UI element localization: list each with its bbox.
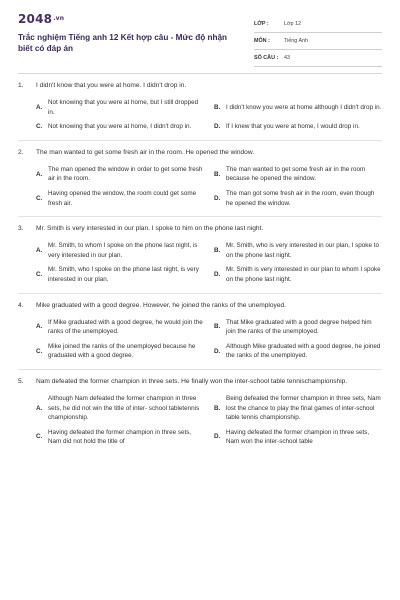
option-letter: A.	[36, 246, 43, 254]
question-separator	[18, 293, 382, 294]
option-letter: C.	[36, 194, 43, 202]
logo-text: 2048	[18, 12, 53, 26]
question-number: 4.	[18, 301, 24, 309]
meta-value: Lớp 12	[284, 21, 302, 27]
option-d[interactable]	[214, 122, 382, 132]
option-c[interactable]	[36, 342, 204, 361]
option-letter: C.	[36, 347, 43, 355]
option-a[interactable]	[36, 318, 204, 337]
option-d[interactable]	[214, 265, 382, 284]
document-title: Trắc nghiệm Tiếng anh 12 Kết hợp câu - Mức độ nhận biết có đáp án	[18, 33, 228, 53]
question-text: Mike graduated with a good degree. However, he joined the ranks of the unemployed.	[36, 301, 286, 309]
option-a[interactable]	[36, 394, 204, 423]
option-text: Not knowing that you were at home, but I still dropped in.	[48, 99, 199, 116]
meta-row-count	[254, 50, 382, 67]
question-number: 2.	[18, 148, 24, 156]
meta-label: MÔN :	[254, 38, 270, 44]
option-letter: D.	[214, 123, 221, 131]
question-stem	[18, 148, 382, 158]
question-3	[18, 224, 382, 293]
option-text: Mike joined the ranks of the unemployed because he graduated with a good degree.	[48, 342, 196, 360]
options-grid	[18, 165, 382, 208]
option-text: Being defeated the former champion in three sets, Nam lost the chance to play the final games of inter-school table tennis championship.	[226, 394, 381, 422]
meta-label: LỚP :	[254, 21, 269, 27]
question-text: I didn't know that you were at home. I didn't drop in.	[36, 82, 187, 89]
option-text: If Mike graduated with a good degree, he would join the ranks of the unemployed.	[48, 318, 203, 336]
option-text: The man opened the window in order to get some fresh air in the room.	[48, 165, 203, 183]
option-letter: D.	[214, 433, 221, 441]
option-text: Not knowing that you were at home, I didn't drop in.	[48, 123, 192, 131]
option-letter: B.	[214, 246, 221, 254]
option-text: The man got some fresh air in the room, even though he opened the window.	[226, 189, 375, 207]
option-c[interactable]	[36, 428, 204, 447]
option-d[interactable]	[214, 428, 382, 447]
option-a[interactable]	[36, 165, 204, 184]
question-stem	[18, 301, 382, 311]
option-text: Although Mike graduated with a good degree, he joined the ranks of the unemployed.	[226, 342, 381, 360]
option-a[interactable]	[36, 98, 204, 117]
option-b[interactable]	[214, 318, 382, 337]
question-text: Nam defeated the former champion in three sets. He finally won the inter-school table tennischampionship.	[36, 377, 348, 385]
question-4	[18, 301, 382, 370]
option-a[interactable]	[36, 241, 204, 260]
meta-label: SỐ CÂU :	[254, 55, 279, 61]
question-2	[18, 148, 382, 217]
option-letter: C.	[36, 271, 43, 279]
site-logo[interactable]	[18, 12, 243, 26]
question-number: 5.	[18, 377, 24, 385]
option-text: Although Nam defeated the former champion in three sets, he did not win the title of inter- school tabletennis championship.	[48, 394, 200, 422]
option-text: Mr. Smith, who I spoke on the phone last night, is very interested in our plan.	[48, 266, 199, 283]
option-letter: B.	[214, 170, 221, 178]
question-separator	[18, 140, 382, 141]
option-d[interactable]	[214, 189, 382, 208]
option-b[interactable]	[214, 165, 382, 184]
question-stem	[18, 224, 382, 234]
option-text: Mr. Smith is very interested in our plan to whom I spoke on the phone last night.	[226, 266, 381, 283]
option-text: Mr. Smith, who is very interested in our plan, I spoke to on the phone last night.	[226, 242, 379, 259]
meta-table	[254, 16, 382, 67]
options-grid	[18, 241, 382, 284]
option-c[interactable]	[36, 265, 204, 284]
option-letter: A.	[36, 103, 43, 111]
document-header	[18, 12, 382, 67]
question-5	[18, 377, 382, 447]
question-number: 1.	[18, 82, 24, 89]
question-stem	[18, 377, 382, 387]
option-letter: B.	[214, 103, 221, 111]
option-text: Having opened the window, the room could get some fresh air.	[48, 189, 197, 207]
question-stem	[18, 81, 382, 91]
option-letter: D.	[214, 271, 221, 279]
option-c[interactable]	[36, 122, 204, 132]
option-b[interactable]	[214, 98, 382, 117]
option-text: If I knew that you were at home, I would drop in.	[226, 123, 360, 131]
option-c[interactable]	[36, 189, 204, 208]
options-grid	[18, 98, 382, 132]
option-letter: D.	[214, 347, 221, 355]
option-text: That Mike graduated with a good degree helped him join the ranks of the unemployed.	[226, 318, 372, 336]
options-grid	[18, 318, 382, 361]
header-divider	[18, 73, 382, 74]
logo-suffix: .vn	[53, 15, 65, 22]
option-text: I didn't know you were at home although I didn't drop in.	[226, 103, 382, 111]
option-text: Mr. Smith, to whom I spoke on the phone last night, is very interested in our plan.	[48, 242, 198, 259]
option-b[interactable]	[214, 241, 382, 260]
option-letter: A.	[36, 404, 43, 412]
question-separator	[18, 369, 382, 370]
option-letter: C.	[36, 123, 43, 131]
meta-row-subject	[254, 33, 382, 50]
option-letter: C.	[36, 433, 43, 441]
question-number: 3.	[18, 225, 24, 233]
option-text: Having defeated the former champion in three sets, Nam did not hold the title of	[48, 428, 192, 446]
options-grid	[18, 394, 382, 447]
option-letter: A.	[36, 170, 43, 178]
option-letter: D.	[214, 194, 221, 202]
meta-value: Tiếng Anh	[284, 38, 309, 44]
option-b[interactable]	[214, 394, 382, 423]
option-text: The man wanted to get some fresh air in the room because he opened the window.	[226, 165, 366, 183]
question-1	[18, 81, 382, 141]
meta-row-class	[254, 16, 382, 33]
question-separator	[18, 216, 382, 217]
meta-value: 43	[284, 55, 290, 61]
question-text: The man wanted to get some fresh air in the room. He opened the window.	[36, 148, 255, 156]
option-letter: B.	[214, 404, 221, 412]
option-letter: B.	[214, 323, 221, 331]
question-text: Mr. Smith is very interested in our plan. I spoke to him on the phone last night.	[36, 225, 264, 233]
option-d[interactable]	[214, 342, 382, 361]
option-text: Having defeated the former champion in three sets, Nam won the inter-school table	[226, 428, 370, 446]
option-letter: A.	[36, 323, 43, 331]
header-left	[18, 12, 243, 67]
